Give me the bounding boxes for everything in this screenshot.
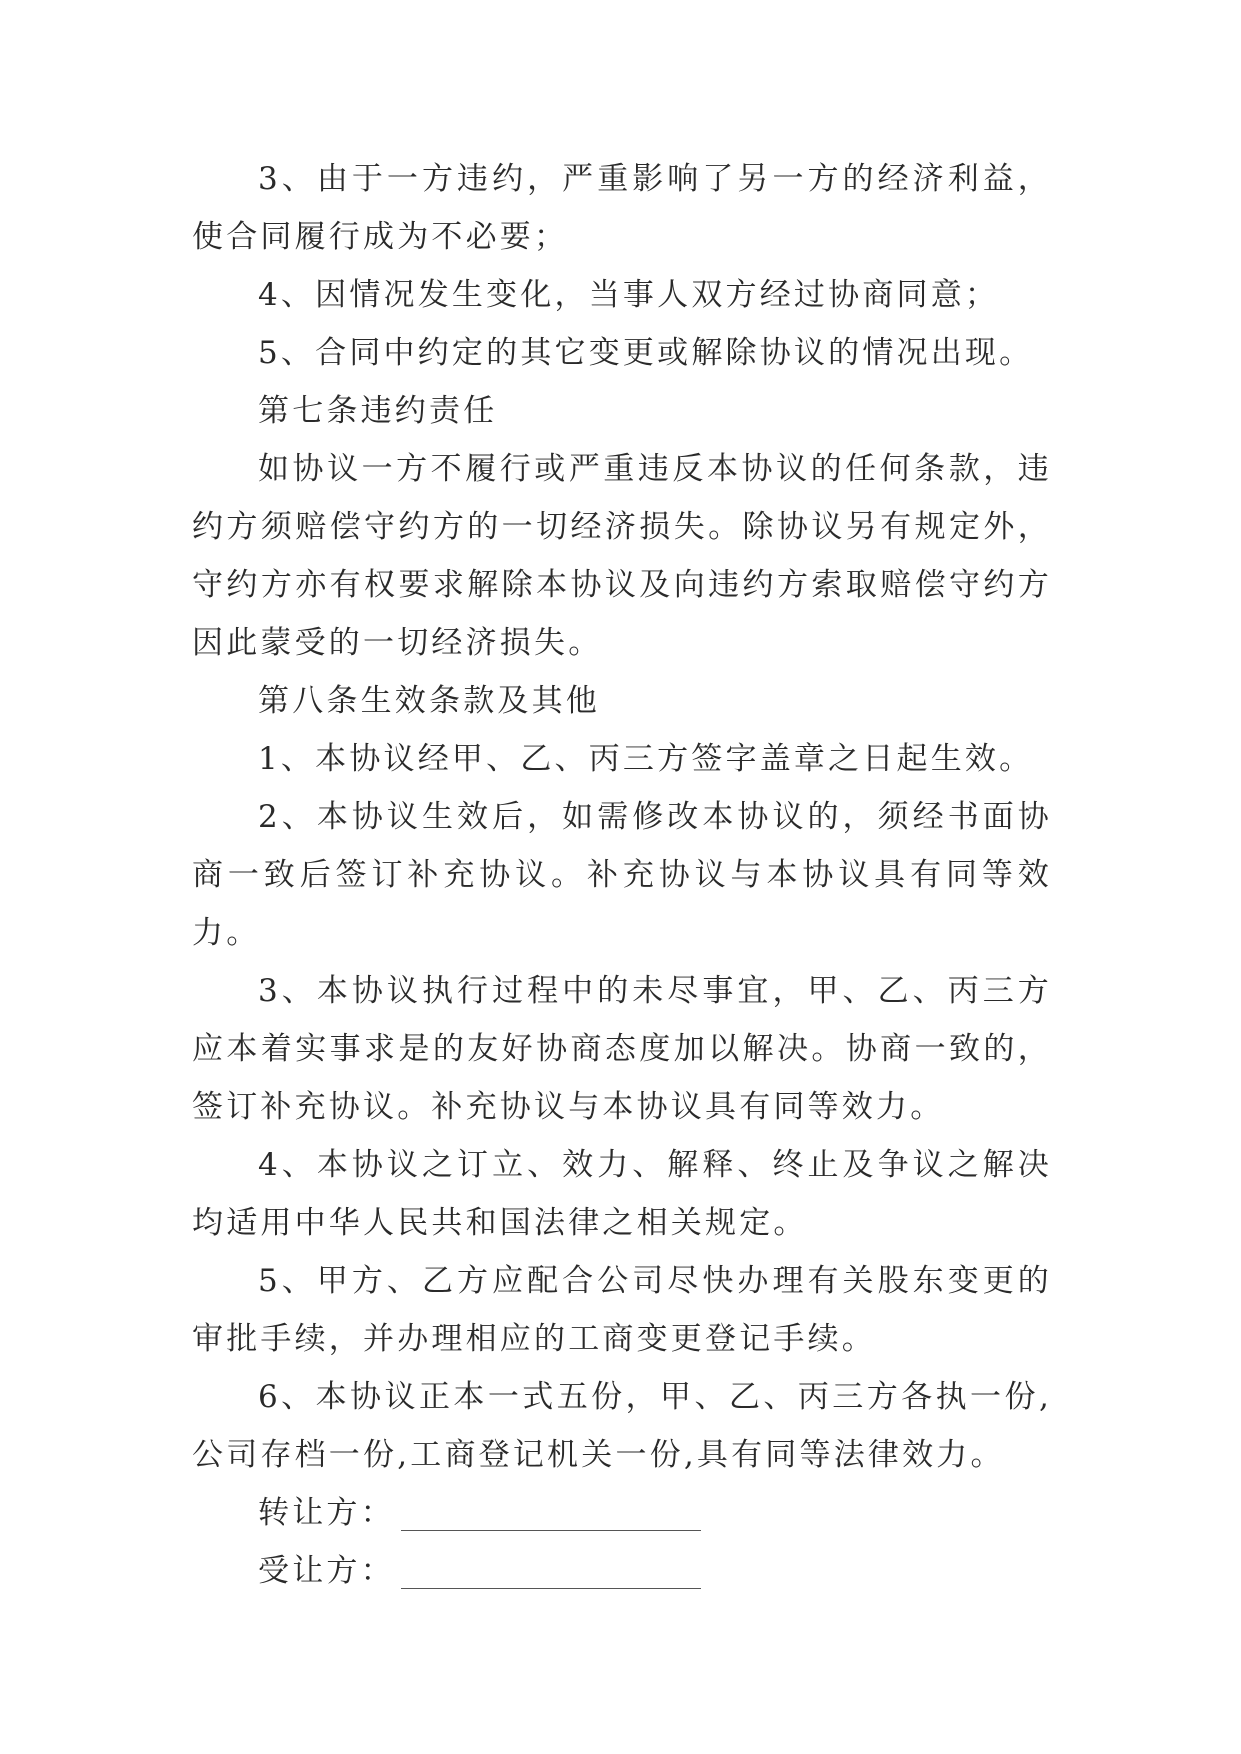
- transferee-label: 受让方：: [258, 1553, 395, 1589]
- clause-6-item-3: 3、由于一方违约，严重影响了另一方的经济利益，使合同履行成为不必要；: [192, 161, 1052, 255]
- article-8-item-5: 5、甲方、乙方应配合公司尽快办理有关股东变更的审批手续，并办理相应的工商变更登记手续。: [192, 1263, 1052, 1357]
- article-8-item-3: 3、本协议执行过程中的未尽事宜，甲、乙、丙三方应本着实事求是的友好协商态度加以解决。协商一致的，签订补充协议。补充协议与本协议具有同等效力。: [192, 973, 1052, 1125]
- transferee-signature-line: [192, 1542, 1052, 1600]
- transferor-label: 转让方：: [258, 1495, 395, 1531]
- article-8-heading: 第八条生效条款及其他: [258, 683, 600, 719]
- article-8-item-2: 2、本协议生效后，如需修改本协议的，须经书面协商一致后签订补充协议。补充协议与本协议具有同等效力。: [192, 799, 1052, 951]
- article-8-item-6: 6、本协议正本一式五份，甲、乙、丙三方各执一份,公司存档一份,工商登记机关一份,具有同等法律效力。: [192, 1379, 1052, 1473]
- transferee-signature-blank: [401, 1558, 701, 1589]
- clause-6-item-5: 5、合同中约定的其它变更或解除协议的情况出现。: [258, 335, 1034, 371]
- article-7-heading: 第七条违约责任: [258, 393, 498, 429]
- article-7-body: 如协议一方不履行或严重违反本协议的任何条款，违约方须赔偿守约方的一切经济损失。除协议另有规定外，守约方亦有权要求解除本协议及向违约方索取赔偿守约方因此蒙受的一切经济损失。: [192, 451, 1052, 661]
- article-8-item-1: 1、本协议经甲、乙、丙三方签字盖章之日起生效。: [258, 741, 1034, 777]
- document-body: [192, 150, 1052, 1600]
- article-8-item-4: 4、本协议之订立、效力、解释、终止及争议之解决均适用中华人民共和国法律之相关规定。: [192, 1147, 1052, 1241]
- transferor-signature-line: [192, 1484, 1052, 1542]
- transferor-signature-blank: [401, 1500, 701, 1531]
- clause-6-item-4: 4、因情况发生变化，当事人双方经过协商同意；: [258, 277, 1000, 313]
